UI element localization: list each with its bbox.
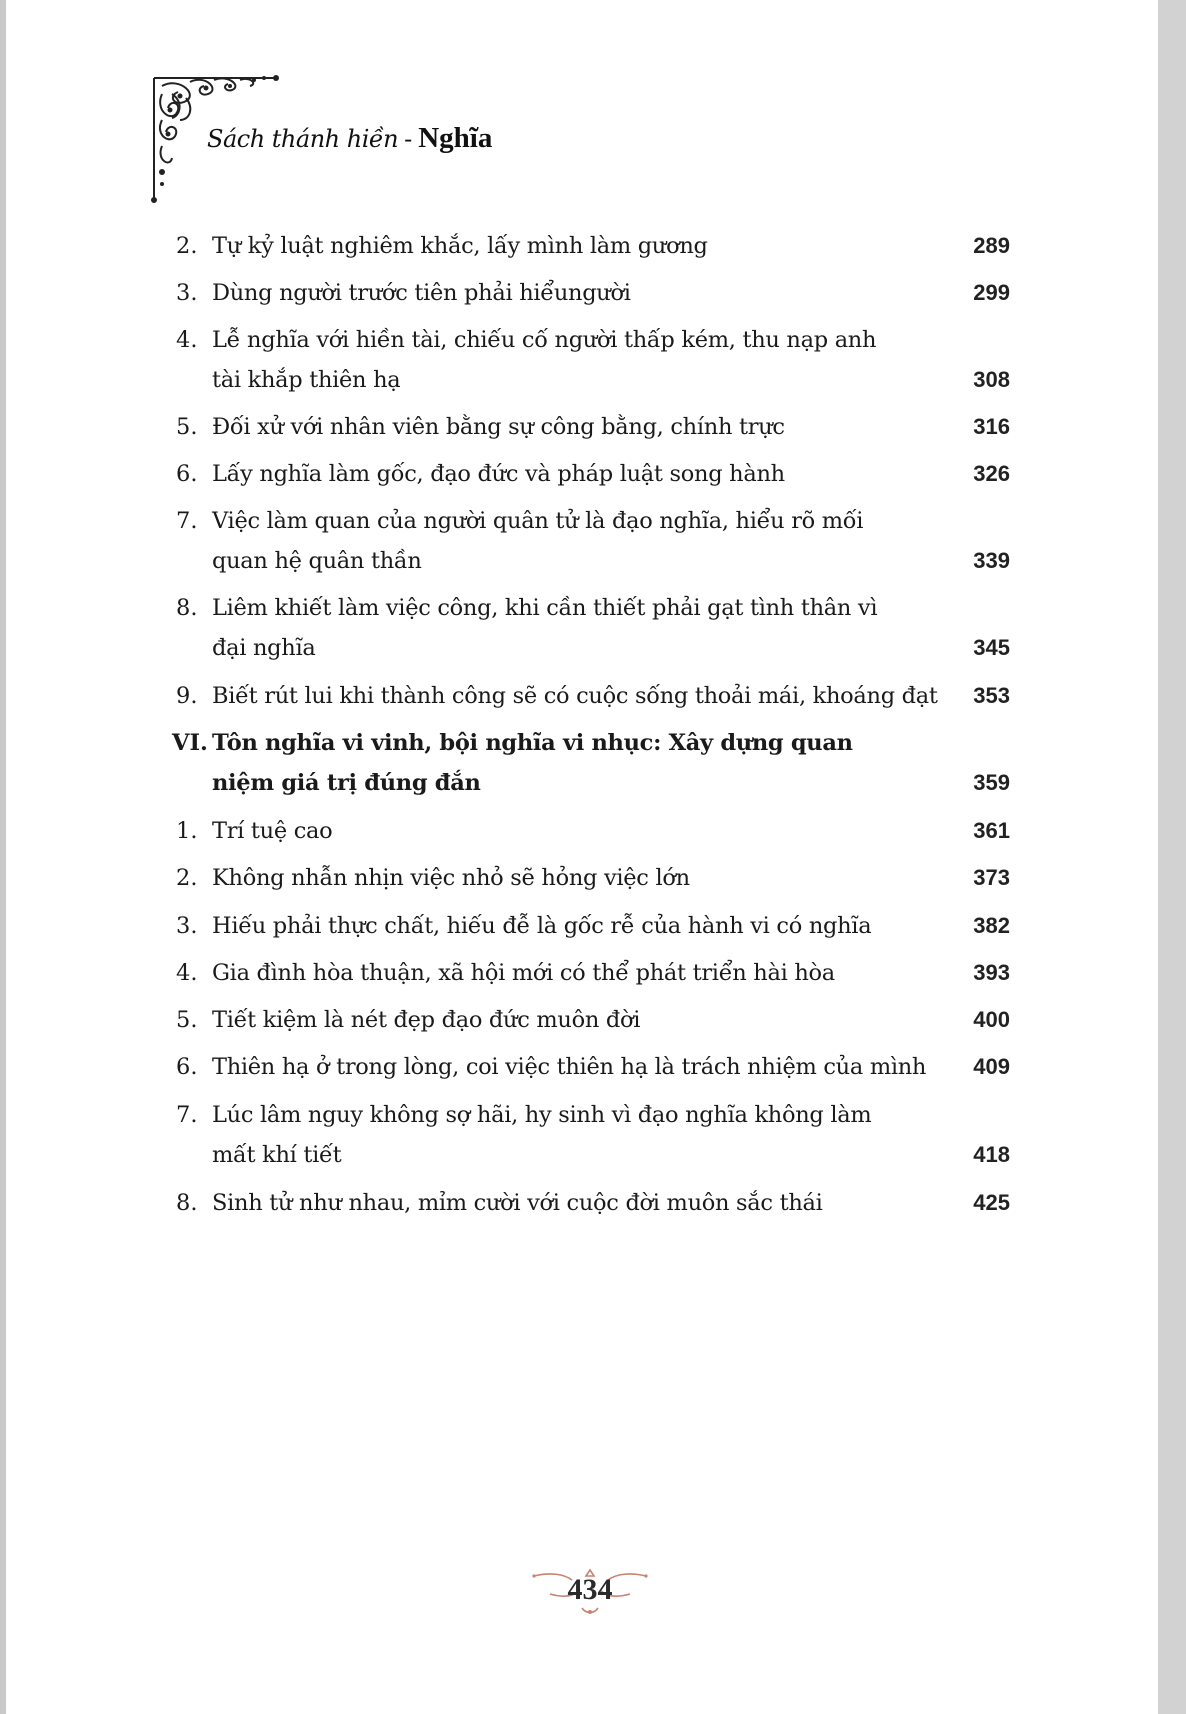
entry-page: 418 [973, 1142, 1010, 1167]
entry-page: 400 [973, 1007, 1010, 1032]
entry-title: Đối xử với nhân viên bằng sự công bằng, chính trực [212, 414, 785, 440]
entry-number: 4. [176, 327, 198, 353]
toc-entry[interactable] [176, 1183, 1010, 1223]
entry-number: 5. [176, 1007, 198, 1033]
toc-entry[interactable] [176, 273, 1010, 313]
toc-entry[interactable] [176, 858, 1010, 898]
section-number: VI. [172, 730, 208, 756]
entry-page: 425 [973, 1190, 1010, 1215]
entry-title: Việc làm quan của người quân tử là đạo nghĩa, hiểu rõ mối quan hệ quân thần [212, 508, 864, 574]
entry-page: 339 [973, 548, 1010, 573]
toc-entry[interactable] [176, 1047, 1010, 1087]
entry-number: 9. [176, 683, 198, 709]
section-title: Tôn nghĩa vi vinh, bội nghĩa vi nhục: Xây dựng quan niệm giá trị đúng đắn [212, 730, 853, 796]
entry-title: Dùng người trước tiên phải hiểungười [212, 280, 631, 306]
entry-title: Tiết kiệm là nét đẹp đạo đức muôn đời [212, 1007, 641, 1033]
entry-number: 8. [176, 1190, 198, 1216]
book-title: Nghĩa [418, 122, 493, 154]
toc-entry[interactable] [176, 588, 1010, 668]
entry-title: Hiếu phải thực chất, hiếu đễ là gốc rễ của hành vi có nghĩa [212, 913, 872, 939]
entry-title: Lễ nghĩa với hiền tài, chiếu cố người thấp kém, thu nạp anh tài khắp thiên hạ [212, 327, 877, 393]
entry-page: 373 [973, 865, 1010, 890]
toc-section-entry[interactable] [172, 723, 1010, 803]
toc-entry[interactable] [176, 407, 1010, 447]
entry-title: Liêm khiết làm việc công, khi cần thiết phải gạt tình thân vì đại nghĩa [212, 595, 878, 661]
toc-entry[interactable] [176, 811, 1010, 851]
entry-title: Sinh tử như nhau, mỉm cười với cuộc đời muôn sắc thái [212, 1190, 823, 1216]
toc-entry[interactable] [176, 676, 1010, 716]
entry-title: Biết rút lui khi thành công sẽ có cuộc sống thoải mái, khoáng đạt [212, 683, 938, 709]
toc-entry[interactable] [176, 454, 1010, 494]
entry-page: 359 [973, 770, 1010, 795]
entry-page: 289 [973, 233, 1010, 258]
entry-number: 2. [176, 865, 198, 891]
toc-entry[interactable] [176, 226, 1010, 266]
entry-number: 3. [176, 280, 198, 306]
entry-number: 4. [176, 960, 198, 986]
entry-title: Thiên hạ ở trong lòng, coi việc thiên hạ là trách nhiệm của mình [212, 1054, 927, 1080]
toc-entry[interactable] [176, 1095, 1010, 1175]
header-separator: - [404, 125, 413, 153]
toc-entry[interactable] [176, 953, 1010, 993]
entry-page: 308 [973, 367, 1010, 392]
series-title: Sách thánh hiền [207, 125, 399, 153]
entry-number: 7. [176, 508, 198, 534]
entry-number: 6. [176, 1054, 198, 1080]
entry-title: Tự kỷ luật nghiêm khắc, lấy mình làm gương [212, 233, 708, 259]
entry-number: 2. [176, 233, 198, 259]
entry-number: 8. [176, 595, 198, 621]
entry-number: 6. [176, 461, 198, 487]
toc-entry[interactable] [176, 1000, 1010, 1040]
entry-page: 361 [973, 818, 1010, 843]
toc-entry[interactable] [176, 906, 1010, 946]
entry-number: 7. [176, 1102, 198, 1128]
entry-title: Lúc lâm nguy không sợ hãi, hy sinh vì đạo nghĩa không làm mất khí tiết [212, 1102, 872, 1168]
entry-page: 409 [973, 1054, 1010, 1079]
entry-title: Lấy nghĩa làm gốc, đạo đức và pháp luật song hành [212, 461, 785, 487]
entry-page: 382 [973, 913, 1010, 938]
entry-title: Trí tuệ cao [212, 818, 333, 844]
entry-page: 326 [973, 461, 1010, 486]
toc-entry[interactable] [176, 501, 1010, 581]
entry-page: 299 [973, 280, 1010, 305]
entry-page: 345 [973, 635, 1010, 660]
entry-title: Gia đình hòa thuận, xã hội mới có thể phát triển hài hòa [212, 960, 835, 986]
page-number: 434 [567, 1573, 613, 1606]
entry-page: 353 [973, 683, 1010, 708]
entry-number: 5. [176, 414, 198, 440]
toc-entry[interactable] [176, 320, 1010, 400]
entry-number: 1. [176, 818, 198, 844]
entry-page: 316 [973, 414, 1010, 439]
entry-title: Không nhẫn nhịn việc nhỏ sẽ hỏng việc lớn [212, 865, 690, 891]
entry-page: 393 [973, 960, 1010, 985]
entry-number: 3. [176, 913, 198, 939]
